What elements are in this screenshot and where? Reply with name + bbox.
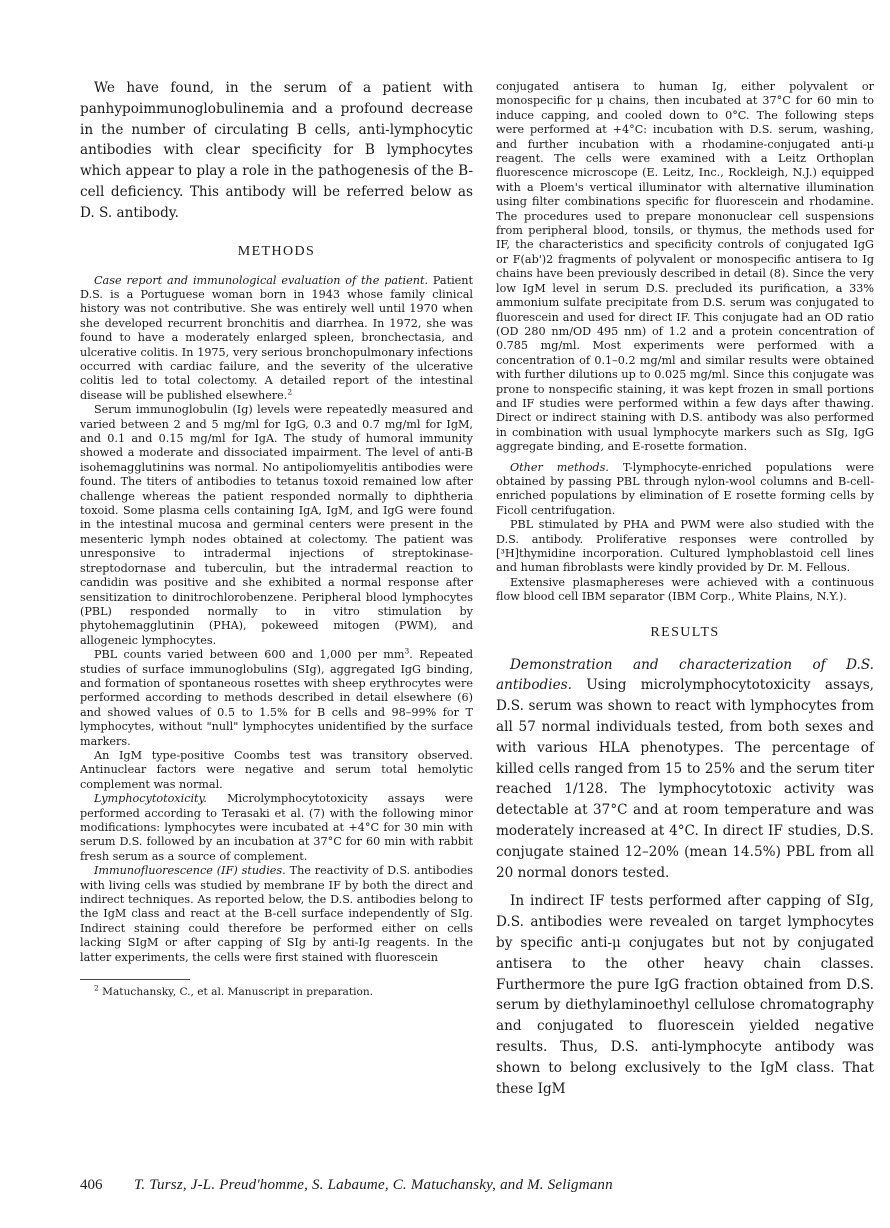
indirect-if-paragraph: In indirect IF tests performed after capping of SIg, D.S. antibodies were revealed on target lymphocytes by specific anti-μ conjugates but not by conjugated antisera to the other heavy chain classes. Furthermore the pure IgG fraction obtained from D.S. serum by diethylaminoethyl cellulose chromatography and conjugated to fluorescein yielded negative results. Thus, D.S. anti-lymphocyte antibody was shown to belong exclusively to the IgM class. That these IgM [496,893,874,1097]
left-column [80,78,473,999]
page-number: 406 [80,1177,103,1193]
case-report-text: Patient D.S. is a Portuguese woman born in 1943 whose family clinical history was not contributive. She was entirely well until 1970 when she developed recurrent bronchitis and diarrhea. In 1972, she was found to have a moderately enlarged spleen, bronchectasia, and ulcerative colitis. In 1975, very serious bronchopulmonary infections occurred with cardiac failure, and the severity of the ulcerative colitis led to total colectomy. A detailed report of the intestinal disease will be published elsewhere. [80,273,473,402]
superscript-3: 3 [404,646,410,656]
demonstration-text: Using microlymphocytotoxicity assays, D.S. serum was shown to react with lymphocytes from all 57 normal individuals tested, from both sexes and with various HLA phenotypes. The percentage of killed cells ranged from 15 to 25% and the serum titer reached 1/128. The lymphocytotoxic activity was detectable at 37°C and at room temperature and was moderately increased at 4°C. In direct IF studies, D.S. conjugate stained 12–20% (mean 14.5%) PBL from all 20 normal donors tested. [496,677,874,881]
footnote [80,983,473,999]
footnote-mark: 2 [94,983,99,993]
immunofluorescence-subhead: Immunofluorescence (IF) studies. [94,864,286,878]
running-authors: T. Tursz, J-L. Preud'homme, S. Labaume, C. Matuchansky, and M. Seligmann [134,1177,613,1193]
lymphocytotoxicity-subhead: Lymphocytotoxicity. [94,792,207,806]
case-report-paragraph [80,274,473,404]
other-methods-paragraph [496,461,874,519]
plasmaphereses-paragraph: Extensive plasmaphereses were achieved with a continuous flow blood cell IBM separator (IBM Corp., White Plains, N.Y.). [496,575,874,604]
immunofluorescence-text: The reactivity of D.S. antibodies with living cells was studied by membrane IF by both the direct and indirect techniques. As reported below, the D.S. antibodies belong to the IgM class and react at the B-cell surface independently of SIg. Indirect staining could therefore be performed either on cells lacking SIgM or after capping of SIg by anti-Ig reagents. In the latter experiments, the cells were first stained with fluorescein [80,864,473,964]
footnote-ref-2: 2 [287,387,293,397]
page-footer [80,1177,874,1201]
pbl-counts-rest: . Repeated studies of surface immunoglobulins (SIg), aggregated IgG binding, and formation of spontaneous rosettes with sheep erythrocytes were performed according to methods described in detail elsewhere (6) and showed values of 0.5 to 1.5% for B cells and 98–99% for T lymphocytes, without "null" lymphocytes unidentified by the surface markers. [80,648,473,748]
other-methods-subhead: Other methods. [510,460,609,474]
case-report-subhead: Case report and immunological evaluation of the patient. [94,273,429,287]
methods-heading: METHODS [237,243,316,259]
footnote-text: Matuchansky, C., et al. Manuscript in preparation. [98,986,374,999]
serum-ig-paragraph: Serum immunoglobulin (Ig) levels were repeatedly measured and varied between 2 and 5 mg/ml for IgG, 0.3 and 0.7 mg/ml for IgM, and 0.1 and 0.15 mg/ml for IgA. The study of humoral immunity showed a moderate and dissociated impairment. The level of anti-B isohemagglutinins was normal. No antipoliomyelitis antibodies were found. The titers of antibodies to tetanus toxoid remained low after challenge whereas the patient responded normally to diphtheria toxoid. Some plasma cells containing IgA, IgM, and IgG were found in the intestinal mucosa and germinal centers were present in the mesenteric lymph nodes obtained at colectomy. The patient was unresponsive to intradermal injections of streptokinase-streptodornase and tuberculin, but the intradermal reaction to candidin was positive and she exhibited a normal response after sensitization to dinitrochlorobenzene. Peripheral blood lymphocytes (PBL) responded normally to in vitro stimulation by phytohemagglutinin (PHA), pokeweed mitogen (PWM), and allogeneic lymphocytes. [80,403,473,647]
demonstration-paragraph [496,655,874,884]
intro-paragraph: We have found, in the serum of a patient with panhypoimmunoglobulinemia and a profound decrease in the number of circulating B cells, anti-lymphocytic antibodies with clear specificity for B lymphocytes which appear to play a role in the pathogenesis of the B-cell deficiency. This antibody will be referred below as D. S. antibody. [80,80,473,221]
pha-pwm-paragraph: PBL stimulated by PHA and PWM were also studied with the D.S. antibody. Proliferative responses were controlled by [³H]thymidine incorporation. Cultured lymphoblastoid cell lines and human fibroblasts were kindly provided by Dr. M. Fellous. [496,518,874,575]
demonstration-subhead: Demonstration and characterization of D.S. antibodies. [496,656,874,694]
coombs-paragraph: An IgM type-positive Coombs test was transitory observed. Antinuclear factors were negative and serum total hemolytic complement was normal. [80,748,473,791]
lymphocytotoxicity-text: Microlymphocytotoxicity assays were performed according to Terasaki et al. (7) with the following minor modifications: lymphocytes were incubated at +4°C for 30 min with serum D.S. followed by an incubation at 37°C for 60 min with rabbit fresh serum as a source of complement. [80,792,473,863]
footnote-divider [80,979,190,980]
pbl-counts-text: PBL counts varied between 600 and 1,000 per mm [94,648,405,662]
lymphocytotoxicity-paragraph [80,792,473,864]
results-heading: RESULTS [650,624,720,640]
pbl-counts-paragraph [80,648,473,749]
immunofluorescence-continued: conjugated antisera to human Ig, either polyvalent or monospecific for μ chains, then incubated at 37°C for 60 min to induce capping, and cooled down to 0°C. The following steps were performed at +4°C: incubation with D.S. serum, washing, and further incubation with a rhodamine-conjugated anti-μ reagent. The cells were examined with a Leitz Orthoplan fluorescence microscope (E. Leitz, Inc., Rockleigh, N.J.) equipped with a Ploem's vertical illuminator with alternative illumination using filter combinations specific for fluorescein and rhodamine. The procedures used to prepare mononuclear cell suspensions from peripheral blood, tonsils, or thymus, the methods used for IF, the characteristics and specificity controls of conjugated IgG or F(ab')2 fragments of polyvalent or monospecific antisera to Ig chains have been previously described in detail (8). Since the very low IgM level in serum D.S. precluded its purification, a 33% ammonium sulfate precipitate from D.S. serum was conjugated to fluorescein and used for direct IF. This conjugate had an OD ratio (OD 280 nm/OD 495 nm) of 1.2 and a protein concentration of 0.785 mg/ml. Most experiments were performed with a concentration of 0.1–0.2 mg/ml and similar results were obtained with further dilutions up to 0.025 mg/ml. Since this conjugate was prone to nonspecific staining, it was kept frozen in small portions and IF studies were performed within a few days after thawing. Direct or indirect staining with D.S. antibody was also performed in combination with usual lymphocyte markers such as SIg, IgG aggregate binding, and E-rosette formation. [496,80,874,454]
other-methods-text: T-lymphocyte-enriched populations were obtained by passing PBL through nylon-wool columns and B-cell-enriched populations by elimination of E rosette forming cells by Ficoll centrifugation. [496,460,874,517]
immunofluorescence-paragraph [80,864,473,965]
right-column [496,80,874,1099]
